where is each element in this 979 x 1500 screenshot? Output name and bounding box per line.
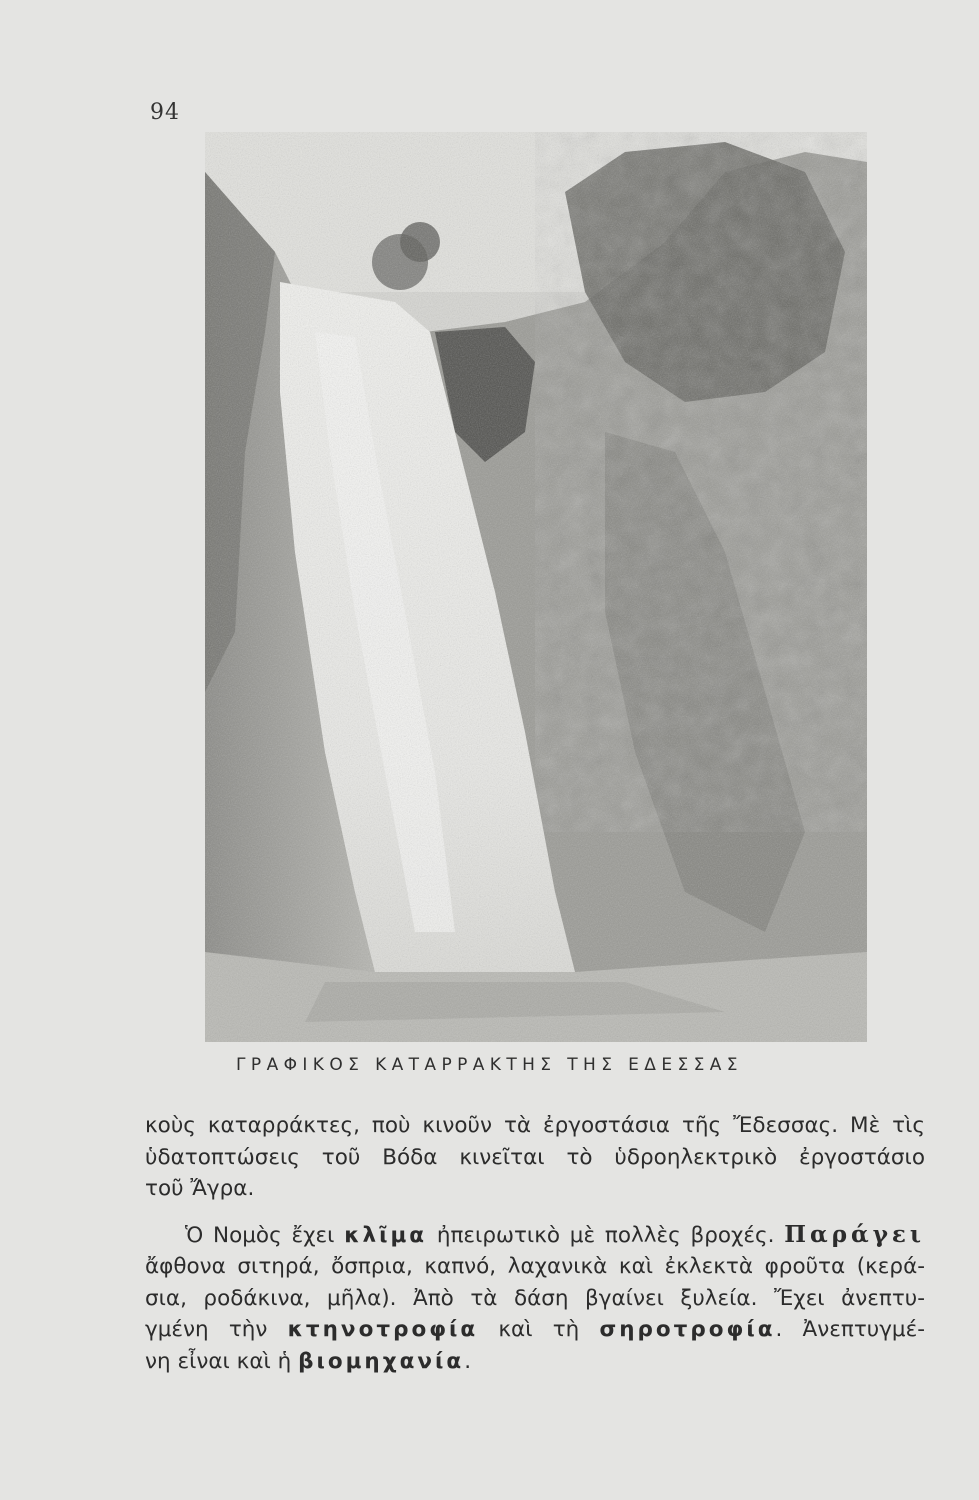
emphasis-word: κλῖμα bbox=[344, 1222, 428, 1248]
emphasis-word: Παράγει bbox=[784, 1220, 925, 1248]
text-segment: Ὁ Νομὸς ἔχει bbox=[185, 1222, 345, 1248]
text-segment: . Ἀνεπτυγμέ- bbox=[775, 1317, 925, 1342]
waterfall-photo bbox=[205, 132, 867, 1042]
text-segment: γμένη τὴν bbox=[145, 1317, 288, 1342]
text-segment: . bbox=[464, 1348, 472, 1374]
emphasis-word: κτηνοτροφία bbox=[287, 1317, 479, 1342]
emphasis-word: σηροτροφία bbox=[599, 1317, 776, 1342]
text-line: ἄφθονα σιτηρά, ὄσπρια, καπνό, λαχανικὰ καὶ ἐκλεκτὰ φροῦτα (κερά- bbox=[145, 1254, 925, 1279]
figure-caption: ΓΡΑΦΙΚΟΣ ΚΑΤΑΡΡΑΚΤΗΣ ΤΗΣ ΕΔΕΣΣΑΣ bbox=[236, 1055, 743, 1075]
body-text bbox=[145, 1110, 925, 1377]
text-line: τοῦ Ἄγρα. bbox=[145, 1176, 255, 1201]
emphasis-word: βιομηχανία bbox=[298, 1348, 465, 1374]
paragraph-1 bbox=[145, 1110, 925, 1205]
text-line: κοὺς καταρράκτες, ποὺ κινοῦν τὰ ἐργοστάσια τῆς Ἔδεσσας. Μὲ τὶς bbox=[145, 1113, 925, 1138]
text-line: ὑδατοπτώσεις τοῦ Βόδα κινεῖται τὸ ὑδροηλεκτρικὸ ἐργοστάσιο bbox=[145, 1144, 925, 1170]
text-segment: ἠπειρωτικὸ μὲ πολλὲς βροχές. bbox=[427, 1222, 785, 1248]
text-segment: καὶ τὴ bbox=[478, 1317, 600, 1342]
text-segment: νη εἶναι καὶ ἡ bbox=[145, 1348, 299, 1374]
paragraph-2 bbox=[145, 1219, 925, 1378]
text-line: σια, ροδάκινα, μῆλα). Ἀπὸ τὰ δάση βγαίνει ξυλεία. Ἔχει ἀνεπτυ- bbox=[145, 1285, 925, 1311]
text-line bbox=[145, 1219, 925, 1252]
text-line bbox=[145, 1346, 925, 1378]
page-number: 94 bbox=[150, 100, 180, 125]
text-line bbox=[145, 1314, 925, 1346]
